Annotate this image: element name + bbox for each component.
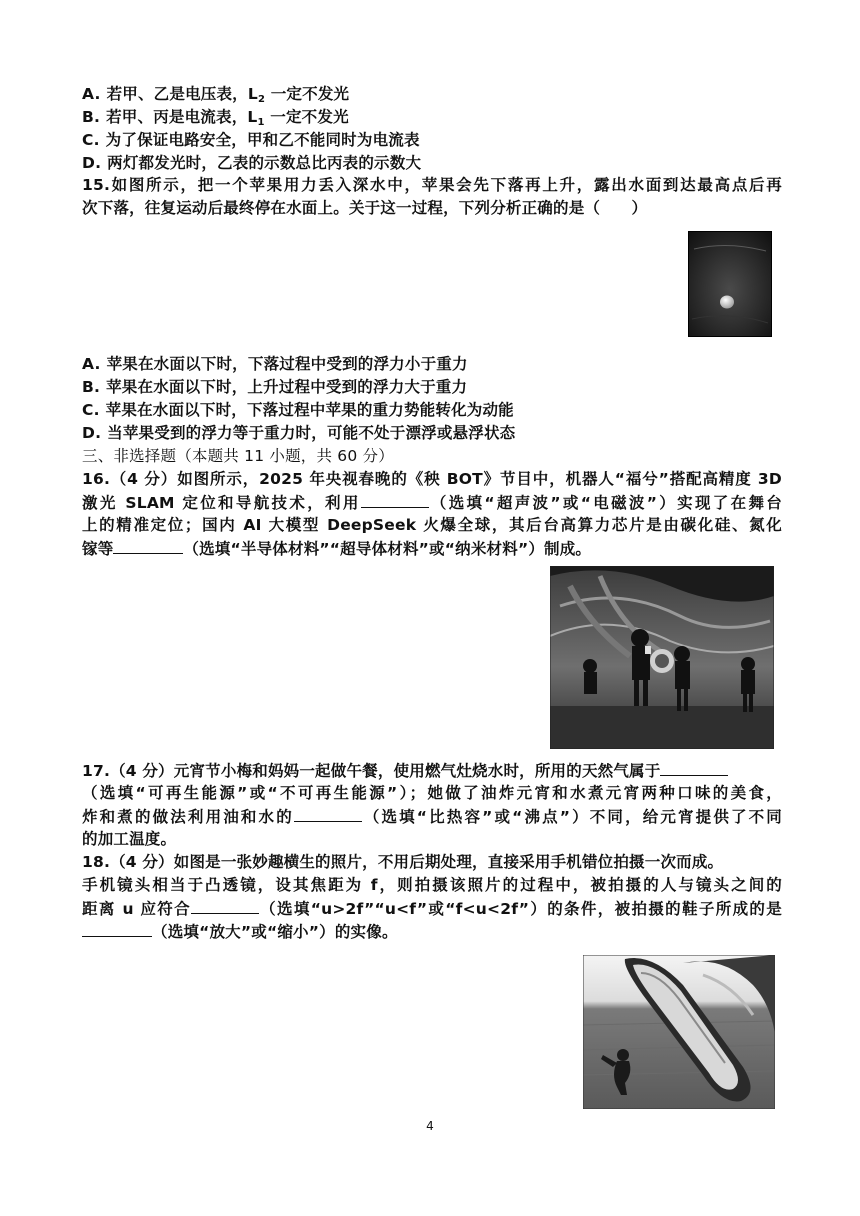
q15-stem-line1: 15.如图所示，把一个苹果用力丢入深水中，苹果会先下落再上升，露出水面到达最高点后再 — [82, 176, 782, 194]
q16-line3: 上的精准定位；国内 AI 大模型 DeepSeek 火爆全球，其后台高算力芯片是由碳化硅、氮化 — [82, 516, 782, 534]
robot-dance-photo — [550, 566, 774, 749]
q18-line3: 距离 u 应符合 （选填“u>2f”“u<f”或“f<u<2f”）的条件，被拍摄的鞋子所成的是 — [82, 897, 782, 921]
q15-option-a: A. 苹果在水面以下时，下落过程中受到的浮力小于重力 — [82, 355, 468, 373]
q17-line3: 炸和煮的做法利用油和水的 （选填“比热容”或“沸点”）不同，给元宵提供了不同 — [82, 805, 782, 829]
q14-option-b: B. 若甲、丙是电流表，$L_1$ 一定不发光 — [82, 108, 349, 128]
section-heading: 三、非选择题（本题共 11 小题，共 60 分） — [82, 447, 394, 465]
shoe-illusion-photo — [583, 955, 775, 1109]
q16-line2: 激光 SLAM 定位和导航技术，利用 （选填“超声波”或“电磁波”）实现了在舞台 — [82, 491, 782, 515]
q16-answer-blank-2[interactable] — [113, 537, 183, 554]
q18-answer-blank-1[interactable] — [191, 897, 259, 914]
apple-in-water-photo — [688, 231, 772, 337]
q14-option-a: A. 若甲、乙是电压表，$L_2$ 一定不发光 — [82, 85, 350, 105]
q15-option-b: B. 苹果在水面以下时，上升过程中受到的浮力大于重力 — [82, 378, 468, 396]
q18-line4: （选填“放大”或“缩小”）的实像。 — [82, 920, 782, 944]
q14-option-d: D. 两灯都发光时，乙表的示数总比丙表的示数大 — [82, 154, 422, 172]
q17-answer-blank-2[interactable] — [294, 805, 362, 822]
q17-line1: 17.（4 分）元宵节小梅和妈妈一起做午餐，使用燃气灶烧水时，所用的天然气属于 — [82, 759, 782, 783]
q14-option-c: C. 为了保证电路安全，甲和乙不能同时为电流表 — [82, 131, 420, 149]
q16-answer-blank-1[interactable] — [361, 491, 429, 508]
q16-line1: 16.（4 分）如图所示，2025 年央视春晚的《秧 BOT》节目中，机器人“福兮”搭配高精度 3D — [82, 470, 782, 488]
q17-answer-blank-1[interactable] — [660, 759, 728, 776]
q18-answer-blank-2[interactable] — [82, 920, 152, 937]
page-number: 4 — [426, 1119, 434, 1133]
q15-option-d: D. 当苹果受到的浮力等于重力时，可能不处于漂浮或悬浮状态 — [82, 424, 516, 442]
q17-line2: （选填“可再生能源”或“不可再生能源”）；她做了油炸元宵和水煮元宵两种口味的美食， — [82, 784, 782, 802]
q15-stem-line2: 次下落，往复运动后最终停在水面上。关于这一过程，下列分析正确的是（ ） — [82, 199, 648, 217]
q16-line4: 镓等 （选填“半导体材料”“超导体材料”或“纳米材料”）制成。 — [82, 537, 782, 561]
q17-line4: 的加工温度。 — [82, 830, 177, 848]
q15-option-c: C. 苹果在水面以下时，下落过程中苹果的重力势能转化为动能 — [82, 401, 514, 419]
q18-line2: 手机镜头相当于凸透镜，设其焦距为 f，则拍摄该照片的过程中，被拍摄的人与镜头之间的 — [82, 876, 782, 894]
q18-line1: 18.（4 分）如图是一张妙趣横生的照片，不用后期处理，直接采用手机错位拍摄一次而成。 — [82, 853, 724, 871]
